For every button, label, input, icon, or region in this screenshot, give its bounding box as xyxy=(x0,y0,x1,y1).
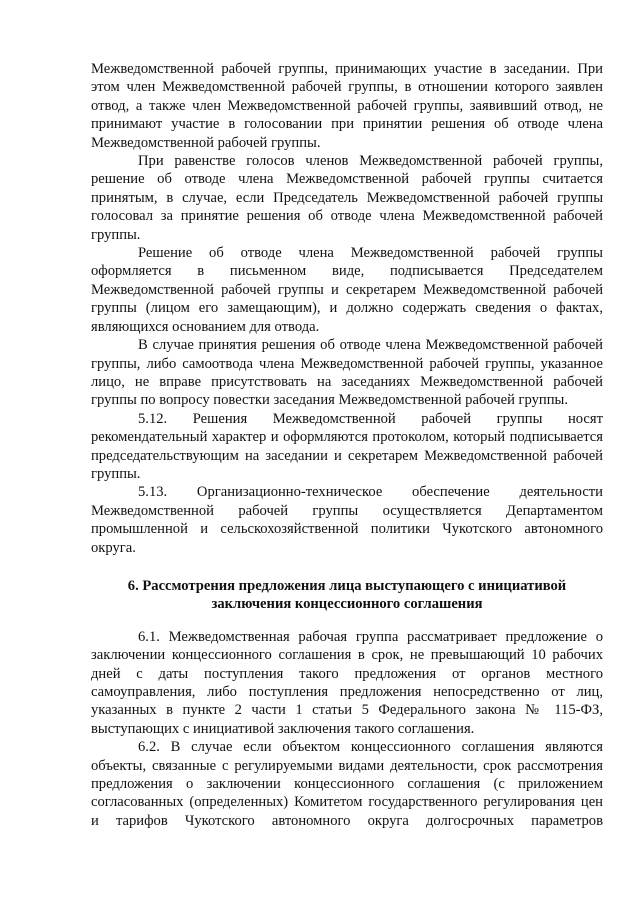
section-6-heading xyxy=(91,577,603,614)
section-6-heading-line-2: заключения концессионного соглашения xyxy=(211,596,483,613)
paragraph-5-13: 5.13. Организационно-техническое обеспечение деятельности Межведомственной рабочей группы осуществляется Департаментом промышленной и сельскохозяйственной политики Чукотского автономного округа. xyxy=(91,484,603,556)
paragraph-recusal-consequence: В случае принятия решения об отводе члена Межведомственной рабочей группы, либо самоотвода члена Межведомственной рабочей группы, указанное лицо, не вправе присутствовать на заседаниях Межведомственной рабочей группы по вопросу повестки заседания Межведомственной рабочей группы. xyxy=(91,337,603,409)
section-6-heading-line-1: 6. Рассмотрения предложения лица выступающего с инициативой xyxy=(127,577,567,594)
document-page xyxy=(91,60,603,830)
paragraph-6-1: 6.1. Межведомственная рабочая группа рассматривает предложение о заключении концессионного соглашения в срок, не превышающий 10 рабочих дней с даты поступления такого предложения от органов местного самоуправления, либо поступления предложения непосредственно от лиц, указанных в пункте 2 части 1 статьи 5 Федерального закона № 115-ФЗ, выступающих с инициативой заключения такого соглашения. xyxy=(91,628,603,737)
paragraph-continuation-recusal-vote: Межведомственной рабочей группы, принимающих участие в заседании. При этом член Межведомственной рабочей группы, в отношении которого заявлен отвод, а также член Межведомственной рабочей группы, заявивший отвод, не принимают участие в голосовании при принятии решения об отводе члена Межведомственной рабочей группы. xyxy=(91,61,603,151)
paragraph-5-12: 5.12. Решения Межведомственной рабочей группы носят рекомендательный характер и оформляются протоколом, который подписывается председательствующим на заседании и секретарем Межведомственной рабочей группы. xyxy=(91,410,603,482)
paragraph-tie-vote: При равенстве голосов членов Межведомственной рабочей группы, решение об отводе члена Межведомственной рабочей группы считается принятым, в случае, если Председатель Межведомственной рабочей группы голосовал за принятие решения об отводе члена Межведомственной рабочей группы. xyxy=(91,153,603,243)
paragraph-recusal-decision-form: Решение об отводе члена Межведомственной рабочей группы оформляется в письменном виде, подписывается Председателем Межведомственной рабочей группы и секретарем Межведомственной рабочей группы (лицом его замещающим), и должно содержать сведения о фактах, являющихся основанием для отвода. xyxy=(91,245,603,335)
paragraph-6-2: 6.2. В случае если объектом концессионного соглашения являются объекты, связанные с регулируемыми видами деятельности, срок рассмотрения предложения о заключении концессионного соглашения (с приложением согласованных (определенных) Комитетом государственного регулирования цен и тарифов Чукотского автономного округа долгосрочных параметров xyxy=(91,739,603,829)
